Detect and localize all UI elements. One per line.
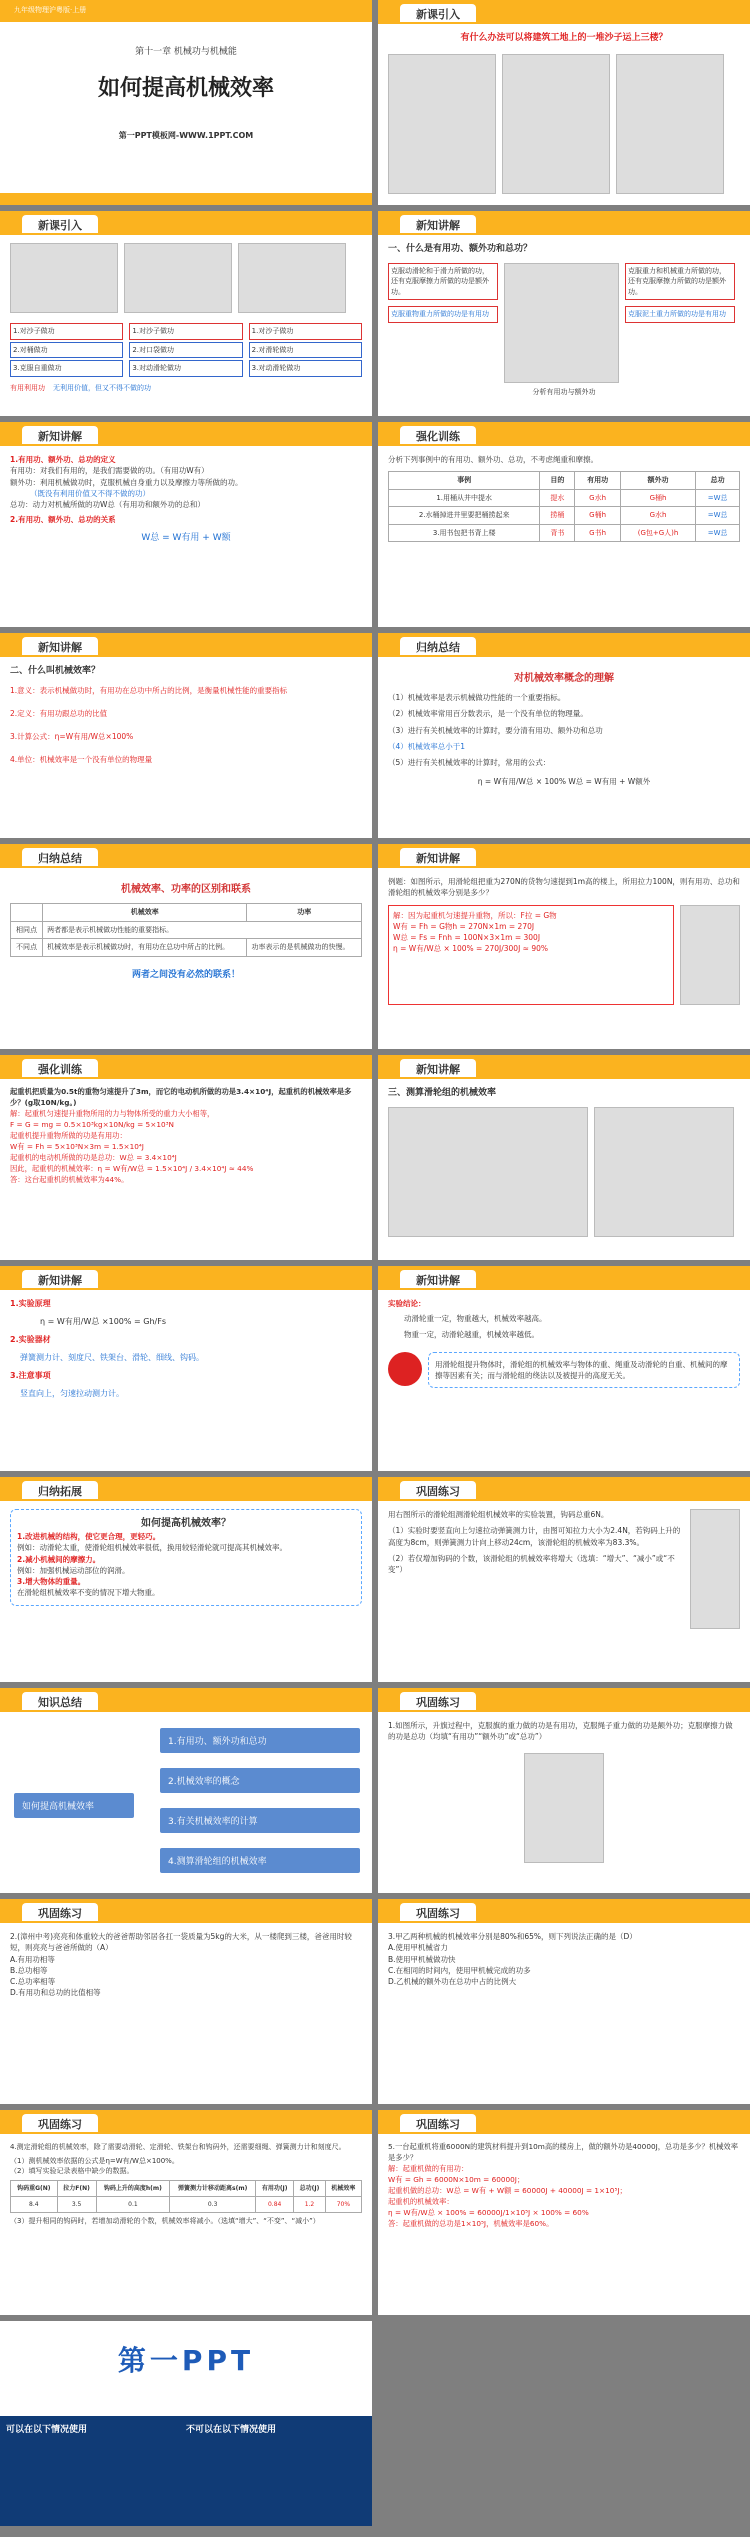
- mind-branch: 1.有用功、额外功和总功: [160, 1728, 360, 1753]
- table-header: 钩码上升的高度h(m): [96, 2180, 170, 2196]
- solution-line: 答：这台起重机的机械效率为44%。: [10, 1174, 129, 1184]
- slide-16: [378, 1477, 750, 1682]
- example-table: [388, 471, 740, 542]
- slide-header: [378, 633, 750, 657]
- mind-branch: 3.有关机械效率的计算: [160, 1808, 360, 1833]
- slide-10: [378, 844, 750, 1049]
- slide-header: [0, 1055, 372, 1079]
- solution-line: 解：因为起重机匀速提升重物，所以：F拉 = G物: [393, 910, 557, 920]
- slide-tab: 巩固练习: [400, 1903, 476, 1921]
- allowed-title: 可以在以下情况使用: [6, 2425, 88, 2435]
- cover-top-label: 九年级物理沪粤版·上册: [14, 6, 87, 14]
- table-header: 有用功: [575, 472, 621, 490]
- slide-header: [0, 1688, 372, 1712]
- slide-20: [378, 1899, 750, 2104]
- option: B.总功相等: [10, 1965, 48, 1975]
- cell: G水h: [575, 489, 621, 507]
- pulley-image: [680, 905, 740, 1005]
- cell: 捞桶: [540, 507, 575, 525]
- slide-21: [0, 2110, 372, 2315]
- slide-5: [0, 422, 372, 627]
- cell: 0.84: [256, 2196, 294, 2212]
- table-header: 弹簧测力计移动距离s(m): [170, 2180, 256, 2196]
- option: A.有用功相等: [10, 1954, 55, 1964]
- cover-site: 第一PPT模板网-WWW.1PPT.COM: [118, 131, 254, 140]
- slide-header: [0, 2110, 372, 2134]
- table-header: 额外功: [620, 472, 695, 490]
- question-line: （1）实验时要竖直向上匀速拉动弹簧测力计，由图可知拉力大小为2.4N，若钩码上升的高度为8cm，则弹簧测力计向上移动24cm，该滑轮组的机械效率为83.3%。: [388, 1526, 681, 1547]
- cover-title: 如何提高机械效率: [97, 76, 274, 101]
- slide-tab: 强化训练: [400, 426, 476, 444]
- question-text: 有什么办法可以将建筑工地上的一堆沙子运上三楼？: [460, 33, 668, 43]
- cell: 功率表示的是机械做功的快慢。: [247, 939, 362, 957]
- slide-tab: 新知讲解: [22, 426, 98, 444]
- record-table: [10, 2180, 362, 2213]
- slide-header: [0, 633, 372, 657]
- question-line: 用右图所示的滑轮组测滑轮组机械效率的实验装置，钩码总重6N。: [388, 1510, 609, 1519]
- slide-8: [378, 633, 750, 838]
- subheading: 1.实验原理: [10, 1299, 51, 1308]
- building-image: [388, 54, 496, 194]
- slide-4: [378, 211, 750, 416]
- subheading: 2.有用功、额外功、总功的关系: [10, 515, 116, 525]
- building-image: [502, 54, 610, 194]
- slide-tab: 新知讲解: [400, 1059, 476, 1077]
- solution-line: 起重机的电动机所做的功是总功：W总 = 3.4×10⁴J: [10, 1152, 177, 1162]
- extra-label: 无利用价值，但又不得不做的功: [53, 383, 151, 392]
- slide-tab: 归纳拓展: [22, 1481, 98, 1499]
- box-title: 如何提高机械效率？: [141, 1518, 231, 1529]
- slide-9: [0, 844, 372, 1049]
- solution-line: 起重机的机械效率：: [388, 2196, 454, 2206]
- cover-footer-bar: [0, 193, 372, 205]
- slide-12: [378, 1055, 750, 1260]
- table-header: 功率: [247, 904, 362, 922]
- cell: 1.2: [294, 2196, 326, 2212]
- slide-tab: 新知讲解: [22, 637, 98, 655]
- summary-title: 对机械效率概念的理解: [514, 673, 614, 684]
- question-text: 5.一台起重机将重6000N的建筑材料提升到10m高的楼房上，做的额外功是40000J，总功是多少？机械效率是多少？: [388, 2142, 739, 2162]
- note-box: 克服重物重力所做的功是有用功: [388, 306, 498, 323]
- pulley-image: [504, 263, 619, 383]
- slide-19: [0, 1899, 372, 2104]
- cover-chapter: 第十一章 机械功与机械能: [135, 47, 237, 57]
- instruction: 分析下列事例中的有用功、额外功、总功，不考虑绳重和摩擦。: [388, 455, 598, 464]
- work-item: 2.对口袋做功: [129, 342, 242, 359]
- question-line: （2）若仅增加钩码的个数，该滑轮组的机械效率将增大（选填：“增大”、“减小”或“不变”）: [388, 1553, 675, 1574]
- forbidden-title: 不可以在以下情况使用: [186, 2425, 277, 2435]
- table-header: 钩码重G(N): [11, 2180, 58, 2196]
- slide-22: [378, 2110, 750, 2315]
- table-header: 机械效率: [325, 2180, 361, 2196]
- question-text: 3.甲乙两种机械的机械效率分别是80%和65%，则下列说法正确的是（D）: [388, 1932, 637, 1941]
- slide-tab: 巩固练习: [400, 2114, 476, 2132]
- solution-line: 起重机做的总功：W总 = W有 + W额 = 60000J + 40000J = 1×10⁵J；: [388, 2185, 627, 2195]
- slide-header: [0, 1899, 372, 1923]
- slide-tab: 知识总结: [22, 1692, 98, 1710]
- slide-18: [378, 1688, 750, 1893]
- slide-tab: 巩固练习: [400, 1481, 476, 1499]
- summary-title: 机械效率、功率的区别和联系: [121, 884, 251, 895]
- table-header: 有用功(J): [256, 2180, 294, 2196]
- table-header: 事例: [389, 472, 540, 490]
- point: 1.意义：表示机械做功时，有用功在总功中所占的比例，是衡量机械性能的重要指标: [10, 685, 288, 695]
- work-item: 1.对沙子做功: [129, 323, 242, 340]
- tip-detail: 例如：加强机械运动部位的润滑。: [17, 1565, 130, 1575]
- cell: =W总: [696, 524, 740, 542]
- summary-item: （2）机械效率常用百分数表示，是一个没有单位的物理量。: [388, 709, 588, 719]
- slide-14: [378, 1266, 750, 1471]
- subheading: 1.有用功、额外功、总功的定义: [10, 455, 116, 464]
- summary-item: （1）机械效率是表示机械做功性能的一个重要指标。: [388, 693, 566, 702]
- slide-header: [378, 2110, 750, 2134]
- cell: 3.5: [57, 2196, 96, 2212]
- solution-line: W有 = Gh = 6000N×10m = 60000J；: [388, 2174, 525, 2184]
- conclusion: 动滑轮重一定，物重越大，机械效率越高。: [404, 1314, 547, 1324]
- option: B.使用甲机械做功快: [388, 1954, 456, 1964]
- slide-end: [0, 2321, 372, 2526]
- work-item: 3.对动滑轮做功: [249, 360, 362, 377]
- summary-item: （5）进行有关机械效率的计算时，常用的公式：: [388, 758, 551, 767]
- slide-6: [378, 422, 750, 627]
- mind-branch: 4.测算滑轮组的机械效率: [160, 1848, 360, 1873]
- question-line: （2）填写实验记录表格中缺少的数据。: [10, 2167, 134, 2175]
- slide-tab: 巩固练习: [22, 1903, 98, 1921]
- slide-header: [378, 0, 750, 24]
- table-row: [389, 489, 740, 507]
- cell: 0.3: [170, 2196, 256, 2212]
- slide-tab: 新知讲解: [400, 215, 476, 233]
- conclusion-label: 实验结论：: [388, 1299, 426, 1308]
- cell: 8.4: [11, 2196, 58, 2212]
- slide-tab: 强化训练: [22, 1059, 98, 1077]
- table-header: 总功: [696, 472, 740, 490]
- table-row: [11, 921, 362, 939]
- section-title: 二、什么叫机械效率？: [10, 666, 101, 676]
- solution-line: 起重机提升重物所做的功是有用功：: [10, 1130, 127, 1140]
- question-line: （1）测机械效率依据的公式是η=W有/W总×100%。: [10, 2156, 179, 2165]
- subheading: 3.注意事项: [10, 1371, 51, 1380]
- table-header: 目的: [540, 472, 575, 490]
- mind-root: 如何提高机械效率: [14, 1793, 134, 1818]
- example-question: 例题：如图所示，用滑轮组把重为270N的货物匀速提到1m高的楼上，所用拉力100N，则有用功、总功和滑轮组的机械效率分别是多少？: [388, 877, 740, 898]
- option: D.有用功和总功的比值相等: [10, 1988, 101, 1998]
- conclusion: 物重一定，动滑轮越重，机械效率越低。: [404, 1329, 539, 1339]
- summary-item: （4）机械效率总小于1: [388, 741, 466, 751]
- experiment-image: [388, 1107, 588, 1237]
- cell: (G包+G人)h: [620, 524, 695, 542]
- cell: =W总: [696, 489, 740, 507]
- flag-image: [524, 1753, 604, 1863]
- worker-image: [124, 243, 232, 313]
- cell: 70%: [325, 2196, 361, 2212]
- slide-tab: 巩固练习: [22, 2114, 98, 2132]
- equipment: 弹簧测力计、刻度尺、铁架台、滑轮、细线、钩码。: [20, 1353, 204, 1362]
- solution-line: 答：起重机做的总功是1×10⁵J，机械效率是60%。: [388, 2218, 554, 2228]
- table-header: [11, 904, 43, 922]
- table-row: [389, 507, 740, 525]
- cell: =W总: [696, 507, 740, 525]
- slide-3: [0, 211, 372, 416]
- tip: 3.增大物体的重量。: [17, 1577, 86, 1586]
- formula: η = W有用/W总 ×100% = Gh/Fs: [40, 1317, 167, 1326]
- slide-header: [378, 211, 750, 235]
- slide-header: [0, 844, 372, 868]
- cell: 背书: [540, 524, 575, 542]
- work-item: 2.对桶做功: [10, 342, 123, 359]
- solution-line: 解：起重机匀速提升重物所用的力与物体所受的重力大小相等，: [10, 1108, 215, 1118]
- cover-header: [0, 0, 372, 22]
- work-item: 1.对沙子做功: [249, 323, 362, 340]
- slide-header: [378, 1266, 750, 1290]
- definition: 有用功：对我们有用的，是我们需要做的功。（有用功W有）: [10, 466, 209, 476]
- work-item: 3.克服自重做功: [10, 360, 123, 377]
- cell: 0.1: [96, 2196, 170, 2212]
- mind-branch: 2.机械效率的概念: [160, 1768, 360, 1793]
- pulley-image: [690, 1509, 740, 1629]
- table-row: [11, 2196, 362, 2212]
- slide-2: [378, 0, 750, 205]
- slide-11: [0, 1055, 372, 1260]
- summary-item: （3）进行有关机械效率的计算时，要分清有用功、额外功和总功: [388, 725, 603, 735]
- usage-panel: [0, 2416, 372, 2526]
- slide-tab: 巩固练习: [400, 1692, 476, 1710]
- slide-tab: 新知讲解: [400, 848, 476, 866]
- table-row: [11, 939, 362, 957]
- star-icon: [388, 1352, 422, 1386]
- option: C.在相同的时间内，使用甲机械完成的功多: [388, 1965, 531, 1975]
- slide-header: [378, 422, 750, 446]
- slide-13: [0, 1266, 372, 1471]
- cell: 1.用桶从井中提水: [389, 489, 540, 507]
- work-item: 1.对沙子做功: [10, 323, 123, 340]
- slide-cover: [0, 0, 372, 205]
- option: C.总功率相等: [10, 1977, 56, 1986]
- cell: 两者都是表示机械做功性能的重要指标。: [43, 921, 362, 939]
- tip: 1.改进机械的结构，使它更合理，更轻巧。: [17, 1532, 161, 1541]
- definition: 额外功：利用机械做功时，克服机械自身重力以及摩擦力等所做的功。: [10, 477, 243, 487]
- slide-header: [378, 1899, 750, 1923]
- point: 3.计算公式：η=W有用/W总×100%: [10, 732, 134, 741]
- cell: 2.水桶掉进井里要把桶捞起来: [389, 507, 540, 525]
- table-header: 拉力F(N): [57, 2180, 96, 2196]
- question-text: 4.测定滑轮组的机械效率，除了需要动滑轮、定滑轮、铁架台和钩码外，还需要细绳、弹簧测力计和刻度尺。: [10, 2143, 346, 2151]
- slide-tab: 新课引入: [22, 215, 98, 233]
- cell: G桶h: [575, 507, 621, 525]
- point: 4.单位：机械效率是一个没有单位的物理量: [10, 755, 153, 765]
- slide-7: [0, 633, 372, 838]
- cell: G桶h: [620, 489, 695, 507]
- useful-label: 有用利用功: [10, 383, 45, 392]
- note-box: 克服泥土重力所做的功是有用功: [625, 306, 735, 323]
- cell: 相同点: [11, 921, 43, 939]
- slide-header: [0, 1477, 372, 1501]
- cell: G水h: [620, 507, 695, 525]
- compare-table: [10, 903, 362, 957]
- table-header: 机械效率: [43, 904, 247, 922]
- slide-tab: 归纳总结: [400, 637, 476, 655]
- note-box: 克服动滑轮和于滑力所做的功，还有克服摩擦力所做的功是额外功。: [388, 263, 498, 301]
- work-item: 2.对滑轮做功: [249, 342, 362, 359]
- solution-line: W有 = Fh = G物h = 270N×1m = 270J: [393, 921, 535, 931]
- formula: W总 = W有用 + W额: [141, 532, 231, 543]
- question-text: 1.如图所示，升旗过程中，克服旗的重力做的功是有用功，克服绳子重力做的功是额外功；克服摩擦力做的功是总功（均填“有用功”“额外功”或“总功”）: [388, 1721, 733, 1742]
- table-row: [389, 524, 740, 542]
- slide-header: [378, 844, 750, 868]
- solution-line: η = W有/W总 × 100% = 270J/300J ≈ 90%: [393, 944, 549, 954]
- tip: 2.减小机械间的摩擦力。: [17, 1554, 101, 1564]
- point: 2.定义：有用功跟总功的比值: [10, 708, 108, 718]
- slide-tab: 新知讲解: [22, 1270, 98, 1288]
- work-item: 3.对动滑轮做功: [129, 360, 242, 377]
- slide-tab: 新知讲解: [400, 1270, 476, 1288]
- definition-note: （既没有利用价值又不得不做的功）: [30, 488, 150, 498]
- option: A.使用甲机械省力: [388, 1943, 448, 1953]
- solution-line: η = W有/W总 × 100% = 60000J/1×10⁵J × 100% = 60%: [388, 2207, 589, 2217]
- exercise-question: 起重机把质量为0.5t的重物匀速提升了3m，而它的电动机所做的功是3.4×10⁴J，起重机的机械效率是多少？(g取10N/kg。): [10, 1087, 352, 1107]
- tip-detail: 例如：动滑轮太重，使滑轮组机械效率很低，换用较轻滑轮就可提高其机械效率。: [17, 1543, 287, 1553]
- note: 两者之间没有必然的联系！: [131, 969, 240, 980]
- option: D.乙机械的额外功在总功中占的比例大: [388, 1977, 517, 1986]
- slide-15: [0, 1477, 372, 1682]
- tip-detail: 在滑轮组机械效率不变的情况下增大物重。: [17, 1588, 160, 1598]
- solution-line: 因此，起重机的机械效率：η = W有/W总 = 1.5×10⁴J / 3.4×10⁴J ≈ 44%: [10, 1163, 254, 1173]
- cell: 3.用书包把书背上楼: [389, 524, 540, 542]
- section-title: 三、测算滑轮组的机械效率: [388, 1088, 497, 1098]
- solution-line: W总 = Fs = Fnh = 100N×3×1m = 300J: [393, 933, 541, 942]
- formula: η = W有用/W总 × 100% W总 = W有用 + W额外: [477, 777, 651, 787]
- slide-17: [0, 1688, 372, 1893]
- brand-logo: 第一PPT: [117, 2344, 255, 2377]
- conclusion-box: 用滑轮组提升物体时，滑轮组的机械效率与物体的重、绳重及动滑轮的自重、机械间的摩擦等因素有关；而与滑轮组的绕法以及被提升的高度无关。: [428, 1352, 740, 1389]
- cell: 机械效率是表示机械做功时，有用功在总功中所占的比例。: [43, 939, 247, 957]
- subheading: 2.实验器材: [10, 1335, 51, 1344]
- worker-image: [238, 243, 346, 313]
- slide-tab: 归纳总结: [22, 848, 98, 866]
- section-title: 一、什么是有用功、额外功和总功？: [388, 244, 533, 254]
- question-line: （3）提升相同的钩码时，若增加动滑轮的个数，机械效率将减小。（选填“增大”、“不变”、“减小”）: [10, 2216, 320, 2225]
- worker-image: [10, 243, 118, 313]
- note-box: 克服重力和机械重力所做的功，还有克服摩擦力所做的功是额外功。: [625, 263, 735, 301]
- slide-header: [0, 422, 372, 446]
- question-text: 2.(漳州中考)亮亮和体重较大的爸爸帮助邻居各扛一袋质量为5kg的大米，从一楼爬到三楼，爸爸用时较短，则亮亮与爸爸所做的（A）: [10, 1932, 352, 1953]
- building-image: [616, 54, 724, 194]
- slide-header: [0, 1266, 372, 1290]
- definition: 总功：动力对机械所做的功W总（有用功和额外功的总和）: [10, 500, 205, 509]
- slide-tab: 新课引入: [400, 4, 476, 22]
- caption: 分析有用功与额外功: [532, 387, 596, 396]
- solution-line: W有 = Fh = 5×10³N×3m = 1.5×10⁴J: [10, 1141, 144, 1151]
- solution-line: F = G = mg = 0.5×10³kg×10N/kg = 5×10³N: [10, 1119, 174, 1129]
- slide-header: [378, 1688, 750, 1712]
- slide-header: [0, 211, 372, 235]
- apparatus-image: [594, 1107, 734, 1237]
- cell: G书h: [575, 524, 621, 542]
- table-header: 总功(J): [294, 2180, 326, 2196]
- note: 竖直向上，匀速拉动测力计。: [20, 1389, 124, 1398]
- cell: 提水: [540, 489, 575, 507]
- solution-line: 解：起重机做的有用功：: [388, 2163, 469, 2173]
- cell: 不同点: [11, 939, 43, 957]
- slide-header: [378, 1055, 750, 1079]
- slide-header: [378, 1477, 750, 1501]
